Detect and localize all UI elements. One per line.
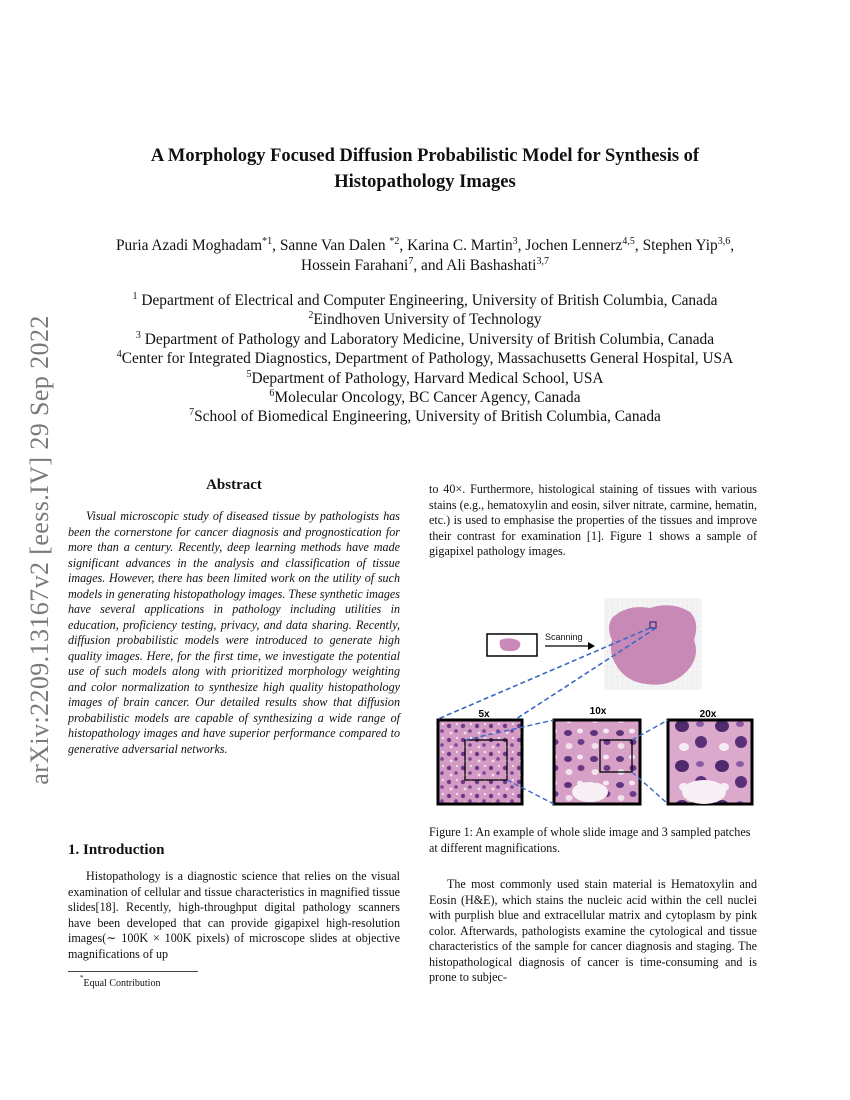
intro-paragraph-1: Histopathology is a diagnostic science that relies on the visual examination of cellular and tissue characteristics in magnified tissue slides[18]. Recently, high-throughput digital pathology scanners have been developed that can provide gigapixel high-resolution images(∼ 100K × 100K pixels) of microscope slides at objective magnifications of up: [68, 869, 400, 961]
mag-label-10x: 10x: [589, 706, 607, 717]
author: Hossein Farahani$^7$, and: [301, 256, 447, 274]
affiliation: $^2$Eindhoven University of Technology: [308, 310, 542, 329]
introduction-heading: 1. Introduction: [68, 842, 165, 858]
footnote-rule: [68, 971, 198, 972]
arxiv-id: arXiv:2209.13167v2 [eess.IV] 29 Sep 2022: [25, 315, 54, 785]
affiliation-list: [50, 291, 800, 427]
scanning-arrow-head: [588, 642, 595, 650]
affiliation: $^7$School of Biomedical Engineering, University of British Columbia, Canada: [189, 407, 661, 426]
author: Puria Azadi Moghadam$^{*1}$,: [115, 236, 280, 254]
patch-20x-lumen: [682, 780, 726, 804]
affiliation: $^3$ Department of Pathology and Laboratory Medicine, University of British Columbia, Canada: [135, 329, 715, 348]
affiliation: $^5$Department of Pathology, Harvard Medical School, USA: [246, 368, 604, 387]
figure-1-caption: Figure 1: An example of whole slide image and 3 sampled patches at different magnifications.: [429, 825, 751, 855]
author: Ali Bashashati$^{3,7}$: [446, 256, 549, 274]
author: Stephen Yip$^{3,6}$,: [642, 236, 735, 254]
abstract-section: [68, 477, 400, 757]
intro-paragraph-1-cont: to 40×. Furthermore, histological staining of tissues with various stains (e.g., hematoxylin and eosin, silver nitrate, carmine, hematin, etc.) is used to emphasise the properties of the tissues and improve their contrast for examination [1]. Figure 1 shows a sample of gigapixel pathology images.: [429, 482, 757, 558]
footnote: *Equal Contribution: [80, 974, 161, 989]
affiliation: $^6$Molecular Oncology, BC Cancer Agency, Canada: [269, 388, 581, 407]
patch-10x-lumen: [572, 782, 608, 802]
title-line-2: Histopathology Images: [334, 172, 516, 192]
mag-label-5x: 5x: [478, 709, 490, 720]
intro-continuation: [429, 482, 757, 560]
abstract-body: Visual microscopic study of diseased tissue by pathologists has been the cornerstone for cancer diagnosis and prognostication for more than a century. Recently, deep learning methods have made significant advances in the analysis and classification of tissue images. However, there has been limited work on the utility of such models in generating histopathology images. These synthetic images have several applications in pathology including utilities in education, proficiency testing, privacy, and data sharing. Recently, diffusion probabilistic models were introduced to generate high quality images. Here, for the first time, we investigate the potential use of such models along with prioritized morphology weighting and color normalization to synthesize high quality histopathology images of brain cancer. Our detailed results show that diffusion probabilistic models are capable of synthesizing a wide range of histopathology images and have superior performance compared to generative adversarial networks.: [68, 509, 400, 756]
title-line-1: A Morphology Focused Diffusion Probabilistic Model for Synthesis of: [150, 146, 700, 166]
figure-1: [432, 596, 758, 808]
affiliation: $^4$Center for Integrated Diagnostics, Department of Pathology, Massachusetts General Hospital, USA: [116, 349, 734, 368]
introduction-section: [68, 842, 400, 962]
abstract-heading: Abstract: [206, 477, 262, 493]
intro-paragraph-2-block: [429, 877, 757, 986]
patch-5x: [438, 720, 522, 804]
author-list: [60, 236, 790, 276]
whole-slide-tissue: [609, 605, 696, 684]
author: Karina C. Martin$^3$,: [407, 236, 526, 254]
author: Jochen Lennerz$^{4,5}$,: [525, 236, 643, 254]
intro-paragraph-2: The most commonly used stain material is Hematoxylin and Eosin (H&E), which stains the nucleic acid within the cell nuclei with purplish blue and extracellular matrix and cytoplasm by pink color. Afterwards, pathologists examine the cytological and tissue characteristics of the sample for cancer diagnosis and staging. The histopathological diagnosis of cancer is time-consuming and is prone to subjec-: [429, 877, 757, 984]
author: Sanne Van Dalen $^{*2}$,: [279, 236, 408, 254]
mag-label-20x: 20x: [699, 709, 717, 720]
affiliation: $^1$ Department of Electrical and Computer Engineering, University of British Columbia, Canada: [132, 291, 718, 309]
scanning-label: Scanning: [545, 632, 583, 642]
paper-title: [90, 143, 760, 195]
figure-1-graphic: [432, 596, 758, 808]
